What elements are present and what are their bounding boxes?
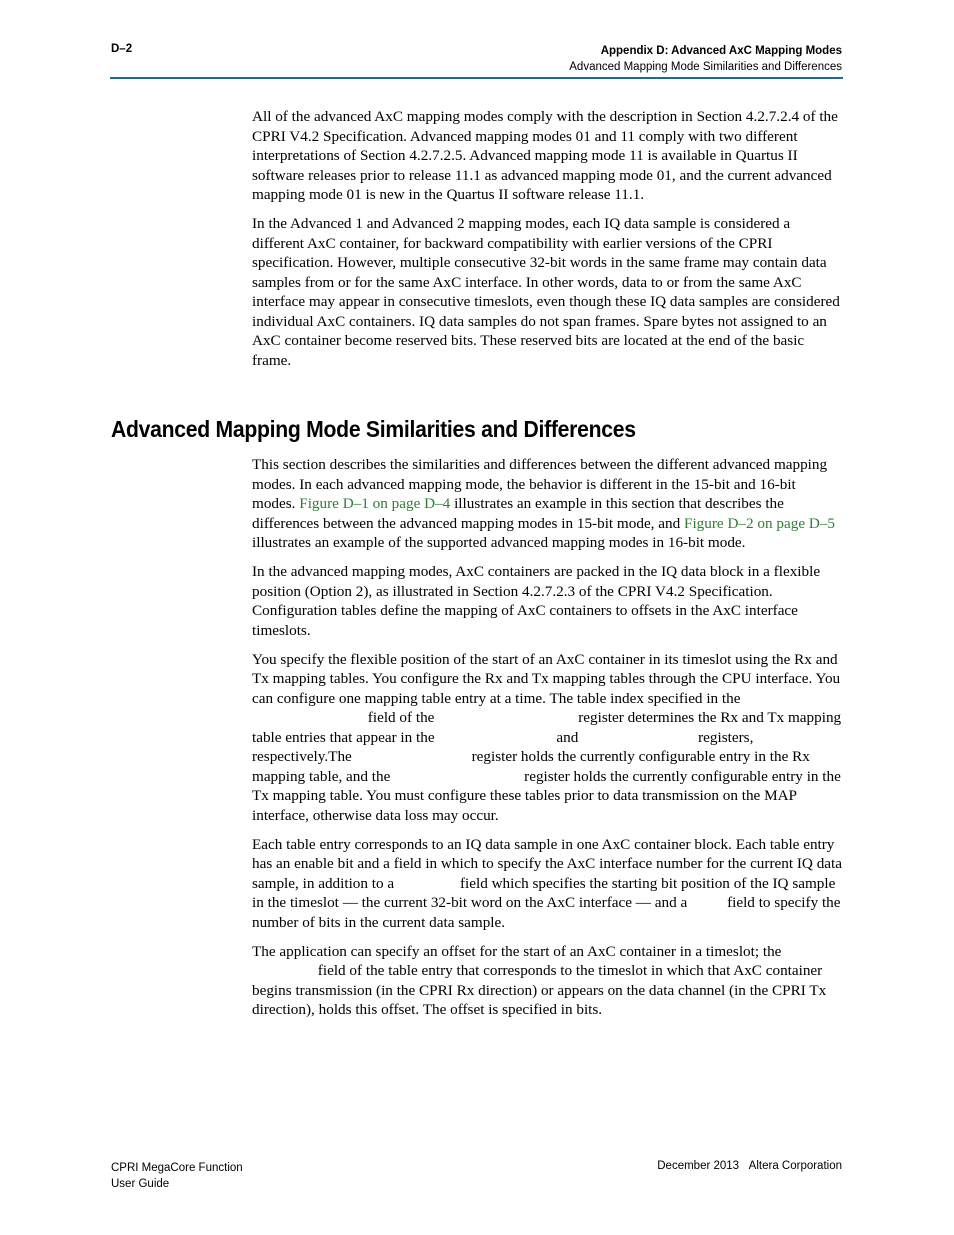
intro-text xyxy=(252,107,842,380)
p1-text-b: illustrates an example in this section that describes the differences between the advanced mapping modes in 15-bit mode, and xyxy=(252,495,784,532)
p4-text-c: field to specify the number of bits in the current data sample. xyxy=(252,894,841,931)
section-paragraph-2: In the advanced mapping modes, AxC containers are packed in the IQ data block in a flexible position (Option 2), as illustrated in Section 4.2.7.2.3 of the CPRI V4.2 Specification. Configuration tables define the mapping of AxC containers to offsets in the AxC interface timeslots. xyxy=(252,563,821,639)
section-paragraph-5 xyxy=(252,942,842,1020)
footer-meta xyxy=(657,1160,842,1172)
section-heading: Advanced Mapping Mode Similarities and Differences xyxy=(111,416,636,442)
p3-text-g: register holds the currently configurable entry in the Tx mapping table. You must configure these tables prior to data transmission on the MAP interface, otherwise data loss may occur. xyxy=(252,767,841,824)
footer-doc-subtitle: User Guide xyxy=(111,1178,170,1190)
figure-d2-link[interactable]: Figure D–2 on page D–5 xyxy=(684,514,836,532)
page-number: D–2 xyxy=(111,43,133,55)
p1-text-c: illustrates an example of the supported advanced mapping modes in 16-bit mode. xyxy=(252,534,746,551)
p4-text-a: Each table entry corresponds to an IQ data sample in one AxC container block. Each table entry has an enable bit and a field in which to specify the AxC interface number for the current IQ data sample, in addition to a xyxy=(252,835,842,892)
running-header xyxy=(569,43,842,75)
footer-date: December 2013 xyxy=(657,1160,740,1172)
p4-text-b: field which specifies the starting bit position of the IQ sample in the timeslot — the current 32-bit word on the AxC interface — and a xyxy=(252,874,836,911)
running-header-chapter: Appendix D: Advanced AxC Mapping Modes xyxy=(600,45,842,57)
footer-document-title xyxy=(111,1160,243,1192)
intro-paragraph-2: In the Advanced 1 and Advanced 2 mapping modes, each IQ data sample is considered a different AxC container, for backward compatibility with earlier versions of the CPRI specification. However, multiple consecutive 32-bit words in the same frame may contain data samples from or for the same AxC interface. In other words, data to or from the same AxC interface may appear in consecutive timeslots, even though these IQ data samples are considered individual AxC containers. IQ data samples do not span frames. Spare bytes not assigned to an AxC container become reserved bits. These reserved bits are located at the end of the basic frame. xyxy=(252,215,840,369)
p3-text-b: field of the xyxy=(367,709,435,726)
intro-paragraph-1: All of the advanced AxC mapping modes comply with the description in Section 4.2.7.2.4 of the CPRI V4.2 Specification. Advanced mapping modes 01 and 11 comply with two different interpretations of Section 4.2.7.2.5. Advanced mapping mode 11 is available in Quartus II software releases prior to release 11.1 as advanced mapping mode 01, and the current advanced mapping mode 01 is new in the Quartus II software release 11.1. xyxy=(252,108,838,203)
section-paragraph-3 xyxy=(252,650,842,826)
footer-doc-title: CPRI MegaCore Function xyxy=(111,1162,243,1174)
figure-d1-link[interactable]: Figure D–1 on page D–4 xyxy=(299,495,451,512)
p5-text-a: The application can specify an offset for the start of an AxC container in a timeslot; the xyxy=(252,942,782,960)
footer-company: Altera Corporation xyxy=(748,1160,842,1172)
section-body xyxy=(252,455,842,1029)
p1-text-a: This section describes the similarities and differences between the different advanced mapping modes. In each advanced mapping mode, the behavior is different in the 15-bit and 16-bit modes. xyxy=(252,456,828,512)
p3-text-d: and xyxy=(556,728,579,746)
p3-text-e: registers, respectively.The xyxy=(252,728,754,765)
p5-text-b: field of the table entry that corresponds to the timeslot in which that AxC container begins transmission (in the CPRI Rx direction) or appears on the data channel (in the CPRI Tx direction), holds this offset. The offset is specified in bits. xyxy=(252,962,827,1018)
running-header-section: Advanced Mapping Mode Similarities and Differences xyxy=(569,61,842,73)
section-paragraph-4 xyxy=(252,835,842,933)
section-paragraph-1 xyxy=(252,455,842,553)
p3-text-a: You specify the flexible position of the start of an AxC container in its timeslot using the Rx and Tx mapping tables. You configure the Rx and Tx mapping tables through the CPU interface. You can configure one mapping table entry at a time. The table index specified in the xyxy=(252,650,841,707)
header-divider xyxy=(110,77,843,79)
p3-text-f: register holds the currently configurable entry in the Rx mapping table, and the xyxy=(252,748,810,785)
p3-text-c: register determines the Rx and Tx mapping table entries that appear in the xyxy=(252,709,842,746)
